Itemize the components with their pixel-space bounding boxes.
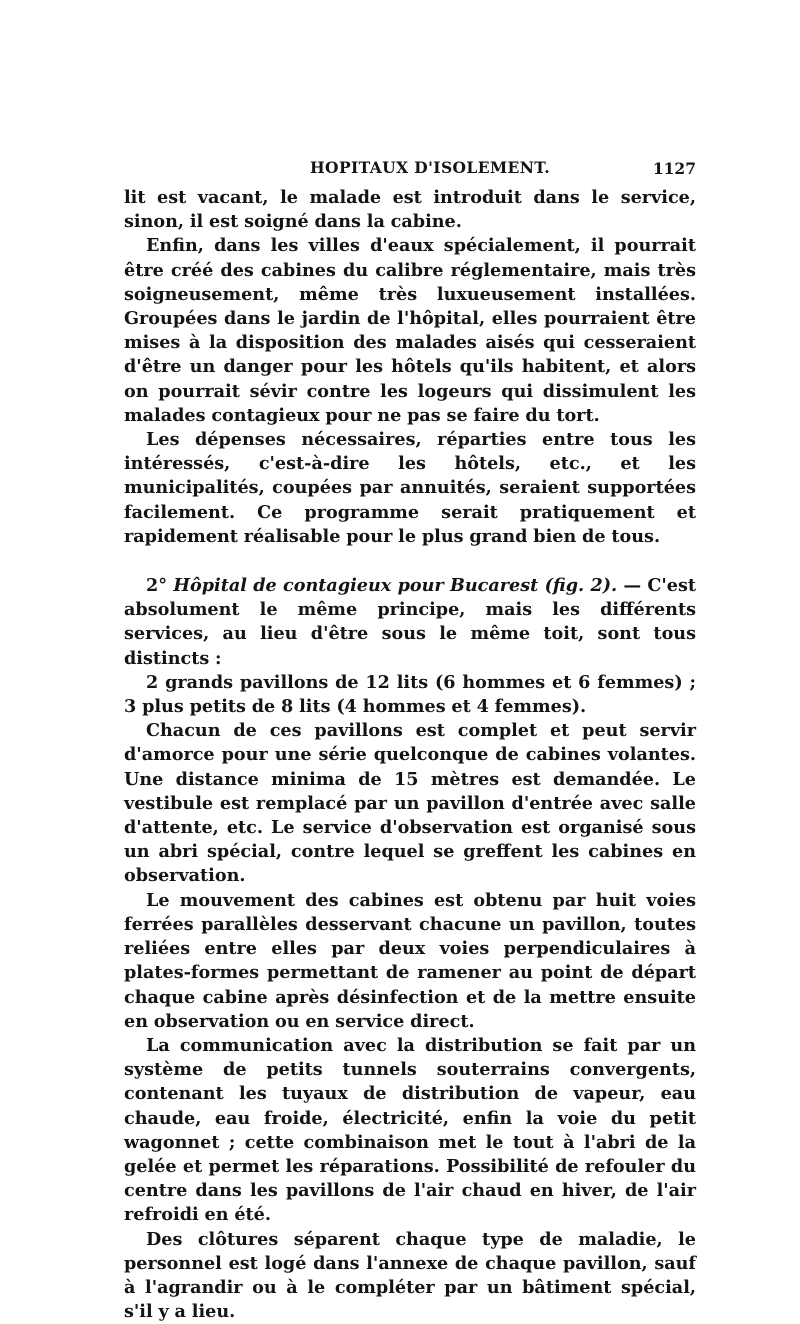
section-number: 2° (146, 575, 168, 597)
section-heading-paragraph (124, 574, 696, 671)
paragraph-expenses: Les dépenses nécessaires, réparties entre tous les intéressés, c'est-à-dire les hôtels, etc., et les municipalités, coupées par annuités, seraient supportées facilement. Ce programme serait pratiquement et rapidement réalisable pour le plus grand bien de tous. (124, 429, 696, 547)
section-title: Hôpital de contagieux pour Bucarest (fig. 2). (173, 575, 618, 597)
paragraph-fences: Des clôtures séparent chaque type de maladie, le personnel est logé dans l'annexe de chaque pavillon, sauf à l'agrandir ou à le compléter par un bâtiment spécial, s'il y a lieu. (124, 1228, 696, 1323)
page-header (124, 158, 696, 184)
page-number: 1127 (652, 159, 696, 178)
running-title: HOPITAUX D'ISOLEMENT. (310, 158, 551, 177)
paragraph-pavilion-details: Chacun de ces pavillons est complet et peut servir d'amorce pour une série quelconque de cabines volantes. Une distance minima de 15 mètres est demandée. Le vestibule est remplacé par un pavillon d'entrée avec salle d'attente, etc. Le service d'observation est organisé sous un abri spécial, contre lequel se greffent les cabines en observation. (124, 720, 696, 887)
paragraph-cabin-movement: Le mouvement des cabines est obtenu par huit voies ferrées parallèles desservant chacune un pavillon, toutes reliées entre elles par deux voies perpendiculaires à plates-formes permettant de ramener au point de départ chaque cabine après désinfection et de la mettre ensuite en observation ou en service direct. (124, 889, 696, 1032)
paragraph-continuation: lit est vacant, le malade est introduit dans le service, sinon, il est soigné dans la cabine. (124, 187, 696, 233)
section-intro-text: — C'est absolument le même principe, mais les différents services, au lieu d'être sous le même toit, sont tous distincts : (124, 575, 697, 669)
paragraph-communication: La communication avec la distribution se fait par un système de petits tunnels souterrains convergents, contenant les tuyaux de distribution de vapeur, eau chaude, eau froide, électricité, enfin la voie du petit wagonnet ; cette combinaison met le tout à l'abri de la gelée et permet les réparations. Possibilité de refouler du centre dans les pavillons de l'air chaud en hiver, de l'air refroidi en été. (124, 1034, 696, 1226)
paragraph-thermal-towns: Enfin, dans les villes d'eaux spécialement, il pourrait être créé des cabines du calibre réglementaire, mais très soigneusement, même très luxueusement installées. Groupées dans le jardin de l'hôpital, elles pourraient être mises à la disposition des malades aisés qui cesseraient d'être un danger pour les hôtels qu'ils habitent, et alors on pourrait sévir contre les logeurs qui dissimulent les malades contagieux pour ne pas se faire du tort. (124, 235, 696, 426)
body-text (124, 186, 696, 1324)
paragraph-pavilions: 2 grands pavillons de 12 lits (6 hommes et 6 femmes) ; 3 plus petits de 8 lits (4 hommes et 4 femmes). (124, 671, 696, 718)
